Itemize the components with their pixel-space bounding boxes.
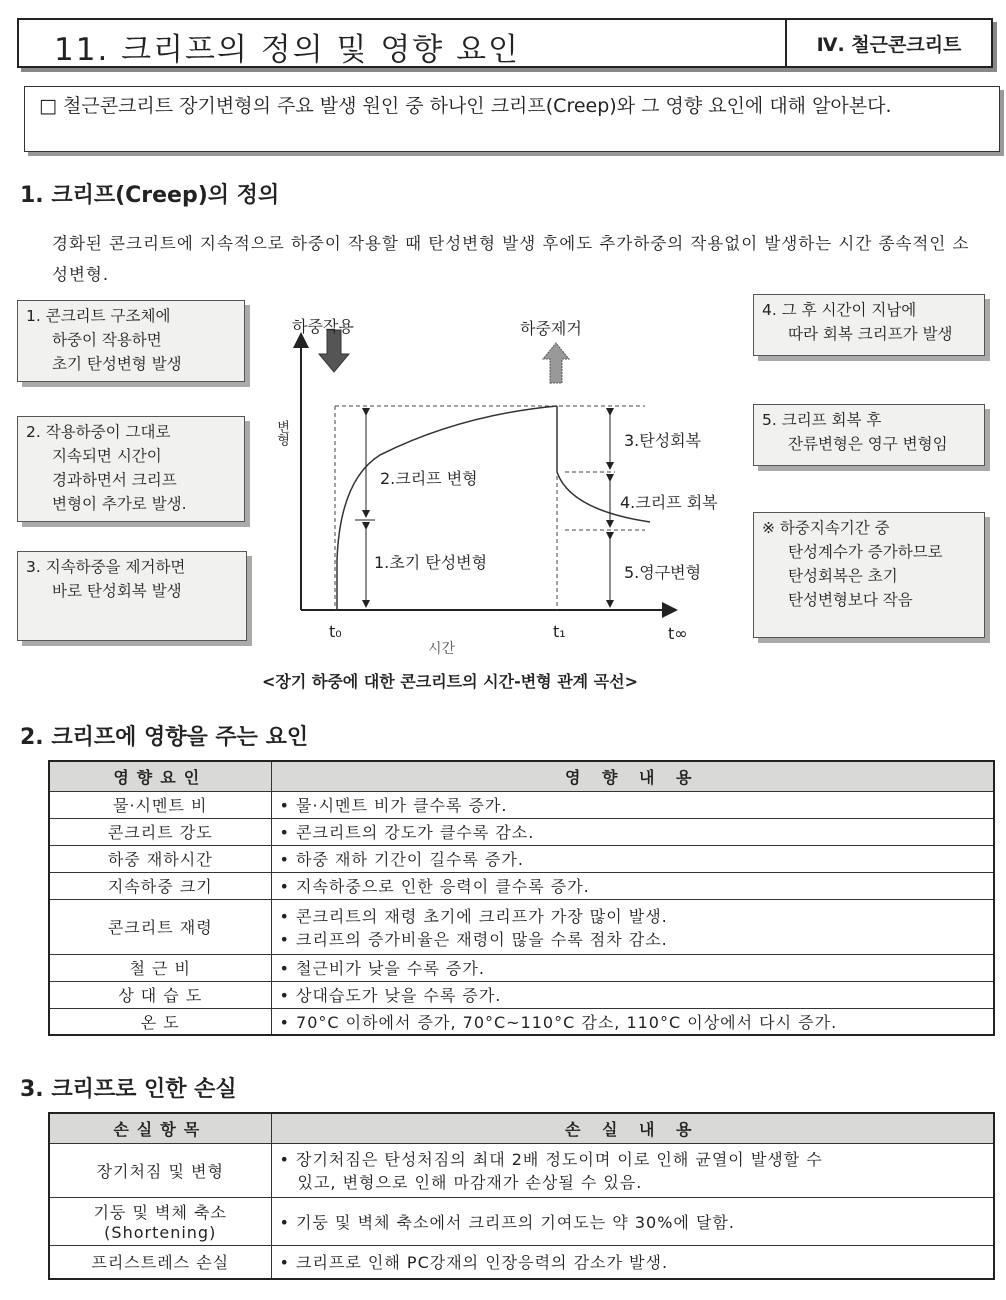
chapter-label: Ⅳ. 철근콘크리트 bbox=[785, 20, 991, 66]
section-3-heading: 3. 크리프로 인한 손실 bbox=[20, 1077, 237, 1102]
description-line: • 기둥 및 벽체 축소에서 크리프의 기여도는 약 30%에 달함. bbox=[279, 1212, 735, 1232]
factor-cell bbox=[49, 981, 271, 1008]
note-line: 4. 그 후 시간이 지남에 bbox=[762, 301, 917, 319]
description-line: • 크리프의 증가비율은 재령이 많을 수록 점차 감소. bbox=[279, 929, 668, 949]
description-line: • 콘크리트의 강도가 클수록 감소. bbox=[279, 823, 535, 842]
tinf-label: t∞ bbox=[668, 624, 688, 643]
load-removed-label: 하중제거 bbox=[520, 319, 582, 338]
section-1-heading: 1. 크리프(Creep)의 정의 bbox=[20, 183, 280, 208]
permanent-label: 5.영구변형 bbox=[624, 563, 702, 582]
note-line: 변형이 추가로 발생. bbox=[52, 495, 187, 513]
factor-cell bbox=[49, 1143, 271, 1197]
factor-cell bbox=[49, 1197, 271, 1245]
table-row bbox=[49, 1197, 994, 1245]
description-line: • 70°C 이하에서 증가, 70°C~110°C 감소, 110°C 이상에서 다시 증가. bbox=[279, 1012, 838, 1032]
losses-table bbox=[48, 1112, 995, 1280]
note-line: 3. 지속하중을 제거하면 bbox=[26, 558, 186, 576]
y-axis-label: 변형 bbox=[274, 420, 289, 446]
creep-recovery-label: 4.크리프 회복 bbox=[620, 493, 718, 512]
note-line: ※ 하중지속기간 중 bbox=[762, 519, 890, 537]
description-cell bbox=[271, 872, 994, 899]
description-cell bbox=[271, 845, 994, 872]
section-2-heading: 2. 크리프에 영향을 주는 요인 bbox=[20, 725, 309, 750]
factor-cell bbox=[49, 954, 271, 981]
table-row bbox=[49, 1008, 994, 1035]
factor-cell bbox=[49, 872, 271, 899]
description-cell bbox=[271, 1197, 994, 1245]
factor-name: 상 대 습 도 bbox=[118, 986, 203, 1005]
factor-cell bbox=[49, 899, 271, 954]
factor-name: 철 근 비 bbox=[129, 959, 192, 978]
note-line: 탄성회복은 초기 bbox=[788, 567, 898, 585]
note-line: 2. 작용하중이 그대로 bbox=[26, 423, 171, 441]
note-line: 5. 크리프 회복 후 bbox=[762, 411, 882, 429]
diagram-caption: <장기 하중에 대한 콘크리트의 시간-변형 관계 곡선> bbox=[262, 672, 638, 691]
note-line: 따라 회복 크리프가 발생 bbox=[788, 325, 953, 343]
description-cell bbox=[271, 981, 994, 1008]
note-line: 탄성변형보다 작음 bbox=[788, 591, 913, 609]
table-row bbox=[49, 899, 994, 954]
factor-cell bbox=[49, 845, 271, 872]
load-removed-arrow bbox=[543, 343, 569, 383]
factor-cell bbox=[49, 1245, 271, 1279]
description-cell bbox=[271, 791, 994, 818]
description-line: 있고, 변형으로 인해 마감재가 손상될 수 있음. bbox=[297, 1173, 643, 1192]
x-axis-label: 시간 bbox=[428, 641, 456, 657]
load-applied-label: 하중작용 bbox=[292, 317, 354, 336]
column-header: 영 향 내 용 bbox=[271, 761, 994, 791]
factor-subname: (Shortening) bbox=[104, 1223, 217, 1242]
initial-elastic-label: 1.초기 탄성변형 bbox=[374, 553, 488, 572]
t1-label: t₁ bbox=[553, 622, 566, 641]
note-line: 초기 탄성변형 발생 bbox=[52, 355, 182, 373]
creep-curve bbox=[337, 406, 557, 610]
description-line: • 크리프로 인해 PC강재의 인장응력의 감소가 발생. bbox=[279, 1253, 669, 1273]
table-row bbox=[49, 872, 994, 899]
note-line: 1. 콘크리트 구조체에 bbox=[26, 307, 171, 325]
factor-name: 온 도 bbox=[140, 1012, 180, 1032]
note-line: 바로 탄성회복 발생 bbox=[52, 582, 182, 600]
intro-box: □ 철근콘크리트 장기변형의 주요 발생 원인 중 하나인 크리프(Creep)와 그 영향 요인에 대해 알아본다. bbox=[24, 86, 1000, 152]
table-row bbox=[49, 1245, 994, 1279]
elastic-recovery-label: 3.탄성회복 bbox=[624, 431, 702, 450]
description-cell bbox=[271, 1245, 994, 1279]
table-row bbox=[49, 954, 994, 981]
table-row bbox=[49, 791, 994, 818]
description-line: • 콘크리트의 재령 초기에 크리프가 가장 많이 발생. bbox=[279, 906, 668, 926]
creep-deformation-label: 2.크리프 변형 bbox=[380, 469, 478, 488]
factor-name: 콘크리트 강도 bbox=[107, 823, 213, 842]
note-line: 탄성계수가 증가하므로 bbox=[788, 543, 943, 561]
description-line: • 하중 재하 기간이 길수록 증가. bbox=[279, 850, 524, 869]
description-cell bbox=[271, 954, 994, 981]
note-line: 잔류변형은 영구 변형임 bbox=[788, 435, 948, 453]
note-line: 지속되면 시간이 bbox=[52, 447, 162, 465]
t0-label: t₀ bbox=[329, 622, 342, 641]
table-row bbox=[49, 818, 994, 845]
column-header: 영향요인 bbox=[49, 761, 271, 791]
table-row bbox=[49, 845, 994, 872]
description-line: • 물·시멘트 비가 클수록 증가. bbox=[279, 796, 508, 815]
factor-name: 기둥 및 벽체 축소 bbox=[93, 1203, 227, 1222]
description-cell bbox=[271, 1008, 994, 1035]
description-line: • 장기처짐은 탄성처짐의 최대 2배 정도이며 이로 인해 균열이 발생할 수 bbox=[279, 1150, 823, 1169]
factor-name: 물·시멘트 비 bbox=[113, 796, 208, 815]
description-cell bbox=[271, 1143, 994, 1197]
column-header: 손 실 내 용 bbox=[271, 1113, 994, 1143]
description-line: • 지속하중으로 인한 응력이 클수록 증가. bbox=[279, 877, 590, 896]
note-line: 하중이 작용하면 bbox=[52, 331, 162, 349]
factor-cell bbox=[49, 818, 271, 845]
description-cell bbox=[271, 818, 994, 845]
note-line: 경과하면서 크리프 bbox=[52, 471, 177, 489]
description-cell bbox=[271, 899, 994, 954]
factor-name: 지속하중 크기 bbox=[107, 877, 213, 896]
factor-name: 하중 재하시간 bbox=[107, 850, 213, 869]
factors-table bbox=[48, 760, 995, 1036]
description-line: • 상대습도가 낮을 수록 증가. bbox=[279, 986, 502, 1005]
factor-cell bbox=[49, 1008, 271, 1035]
factor-name: 장기처짐 및 변형 bbox=[96, 1161, 224, 1181]
factor-name: 프리스트레스 손실 bbox=[91, 1253, 230, 1273]
description-line: • 철근비가 낮을 수록 증가. bbox=[279, 959, 485, 978]
factor-cell bbox=[49, 791, 271, 818]
table-row bbox=[49, 1143, 994, 1197]
table-row bbox=[49, 981, 994, 1008]
page-title: 11. 크리프의 정의 및 영향 요인 bbox=[54, 32, 520, 68]
factor-name: 콘크리트 재령 bbox=[107, 918, 213, 937]
definition-text: 경화된 콘크리트에 지속적으로 하중이 작용할 때 탄성변형 발생 후에도 추가하중의 작용없이 발생하는 시간 종속적인 소성변형. bbox=[52, 234, 970, 284]
column-header: 손실항목 bbox=[49, 1113, 271, 1143]
